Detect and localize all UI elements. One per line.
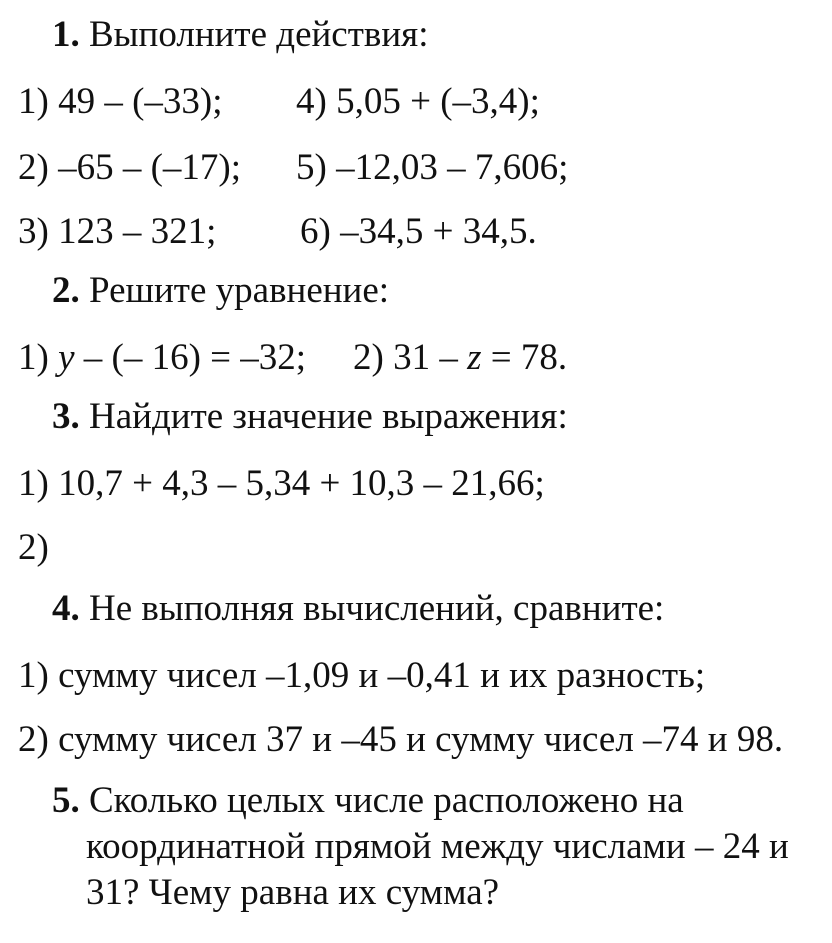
task2-eq2-prefix: 2) 31 –: [353, 337, 468, 378]
task1-heading-text: Выполните действия:: [89, 14, 429, 55]
task2-eq2-rest: = 78.: [481, 337, 568, 378]
task1-item-4: 4) 5,05 + (–3,4);: [296, 81, 540, 122]
task2-eq1-variable: y: [58, 337, 75, 378]
task1-item-1: 1) 49 – (–33);: [18, 81, 223, 122]
task2-number: 2.: [52, 270, 80, 311]
task1-heading: [52, 16, 428, 53]
task4-heading-text: Не выполняя вычислений, сравните:: [89, 588, 665, 629]
task2-heading-text: Решите уравнение:: [89, 270, 390, 311]
task3-number: 3.: [52, 396, 80, 437]
task4-heading: [52, 590, 664, 627]
task5-line-1-text: Сколько целых числе расположено на: [89, 780, 684, 821]
task2-eq1-rest: – (– 16) = –32;: [74, 337, 307, 378]
task2-equation-2: [353, 336, 567, 379]
task5-line-2: координатной прямой между числами – 24 и: [86, 826, 789, 867]
task4-item-2: 2) сумму чисел 37 и –45 и сумму чисел –74 и 98.: [18, 719, 784, 760]
task5-number: 5.: [52, 780, 80, 821]
task5-line-3: 31? Чему равна их сумма?: [86, 872, 500, 913]
task2-heading: [52, 272, 389, 309]
task1-item-6: 6) –34,5 + 34,5.: [300, 211, 537, 252]
task3-item-1: 1) 10,7 + 4,3 – 5,34 + 10,3 – 21,66;: [18, 463, 545, 504]
task2-eq2-variable: z: [467, 337, 482, 378]
task5-line-1: [52, 782, 684, 819]
task4-item-1: 1) сумму чисел –1,09 и –0,41 и их разность;: [18, 655, 706, 696]
task2-equation-1: [18, 336, 306, 379]
task1-item-3: 3) 123 – 321;: [18, 211, 217, 252]
task4-number: 4.: [52, 588, 80, 629]
task1-item-2: 2) –65 – (–17);: [18, 147, 241, 188]
task3-item-2: 2): [18, 527, 49, 568]
task3-heading: [52, 398, 568, 435]
task3-heading-text: Найдите значение выражения:: [89, 396, 568, 437]
task1-number: 1.: [52, 14, 80, 55]
task2-eq1-prefix: 1): [18, 337, 59, 378]
task1-item-5: 5) –12,03 – 7,606;: [296, 147, 569, 188]
